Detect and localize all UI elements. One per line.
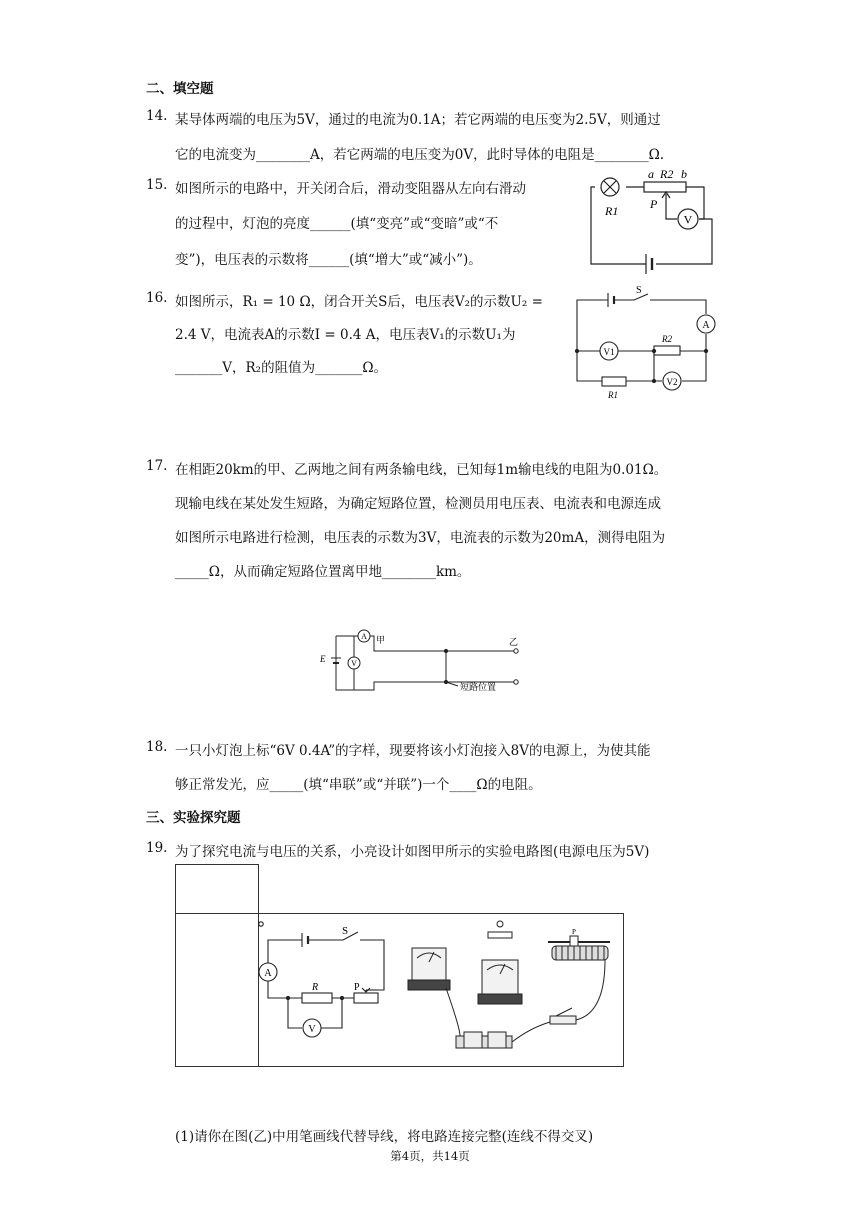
q19-voltmeter-label: V (308, 1024, 316, 1035)
question-17-line-2: 现输电线在某处发生短路，为确定短路位置，检测员用电压表、电流表和电源连成 (175, 496, 661, 512)
q19-label-s: S (342, 925, 349, 937)
q16-r1-label: R1 (608, 390, 618, 400)
q19-label-p: P (354, 982, 360, 993)
question-15-number: 15. (146, 177, 168, 193)
q15-label-p: P (650, 197, 658, 211)
question-17-number: 17. (146, 458, 168, 474)
question-16-number: 16. (146, 290, 168, 306)
question-19-line-1: 为了探究电流与电压的关系，小亮设计如图甲所示的实验电路图(电源电压为5V) (175, 844, 650, 860)
q17-label-e: E (320, 654, 326, 664)
q15-label-r2: R2 (660, 167, 674, 181)
question-19-number: 19. (146, 840, 168, 856)
page-footer: 第4页，共14页 (390, 1149, 470, 1163)
q16-v1-label: V1 (603, 347, 615, 357)
question-15-line-2: 的过程中，灯泡的亮度______(填“变亮”或“变暗”或“不 (175, 216, 499, 232)
q19-ammeter-label: A (264, 968, 272, 979)
q19-label-r: R (312, 982, 319, 993)
question-14-line-1: 某导体两端的电压为5V，通过的电流为0.1A；若它两端的电压变为2.5V，则通过 (175, 112, 661, 128)
question-19-apparatus-drawing (400, 918, 620, 1058)
question-19-schematic-diagram (258, 918, 393, 1058)
section-heading-fill: 二、填空题 (146, 81, 214, 97)
question-15-line-1: 如图所示的电路中，开关闭合后，滑动变阻器从左向右滑动 (175, 181, 526, 197)
question-17-circuit-diagram (318, 628, 528, 696)
question-15-circuit-diagram (586, 166, 716, 276)
question-19-sub-1: (1)请你在图(乙)中用笔画线代替导线，将电路连接完整(连线不得交叉) (175, 1129, 594, 1145)
question-17-line-4: _____Ω，从而确定短路位置离甲地________km。 (175, 564, 471, 580)
q19-table-header-cell (175, 864, 259, 914)
question-16-line-1: 如图所示，R₁ = 10 Ω，闭合开关S后，电压表V₂的示数U₂ = (175, 294, 543, 310)
question-17-line-1: 在相距20km的甲、乙两地之间有两条输电线，已知每1m输电线的电阻为0.01Ω。 (175, 462, 668, 478)
q16-label-s: S (636, 285, 642, 296)
q17-ammeter-label: A (361, 632, 367, 641)
q17-label-short: 短路位置 (460, 682, 497, 692)
question-16-line-3: _______V，R₂的阻值为_______Ω。 (175, 360, 388, 376)
question-16-circuit-diagram (572, 284, 717, 399)
q15-label-b: b (681, 167, 687, 181)
q17-label-jia: 甲 (376, 635, 386, 645)
q19-table-left-cell (175, 913, 259, 1067)
question-18-number: 18. (146, 739, 168, 755)
q16-v2-label: V2 (666, 377, 678, 387)
q17-voltmeter-label: V (351, 659, 357, 668)
question-14-line-2: 它的电流变为________A，若它两端的电压变为0V，此时导体的电阻是________Ω. (175, 147, 665, 163)
question-18-line-1: 一只小灯泡上标“6V 0.4A”的字样，现要将该小灯泡接入8V的电源上，为使其能 (175, 743, 651, 759)
q16-ammeter-label: A (702, 320, 710, 331)
q15-voltmeter-label: V (683, 212, 693, 227)
q17-label-yi: 乙 (509, 637, 519, 647)
q16-r2-label: R2 (662, 334, 672, 344)
question-18-line-2: 够正常发光，应_____(填“串联”或“并联”)一个____Ω的电阻。 (175, 777, 542, 793)
question-14-number: 14. (146, 108, 168, 124)
q19-rheostat-p-label: P (572, 928, 576, 936)
question-17-line-3: 如图所示电路进行检测，电压表的示数为3V，电流表的示数为20mA，测得电阻为 (175, 530, 666, 546)
question-16-line-2: 2.4 V，电流表A的示数I = 0.4 A，电压表V₁的示数U₁为 (175, 327, 516, 343)
section-heading-experiment: 三、实验探究题 (146, 810, 241, 826)
question-15-line-3: 变”)，电压表的示数将______(填“增大”或“减小”)。 (175, 252, 482, 268)
q15-label-r1: R1 (605, 204, 619, 218)
q15-label-a: a (648, 167, 654, 181)
